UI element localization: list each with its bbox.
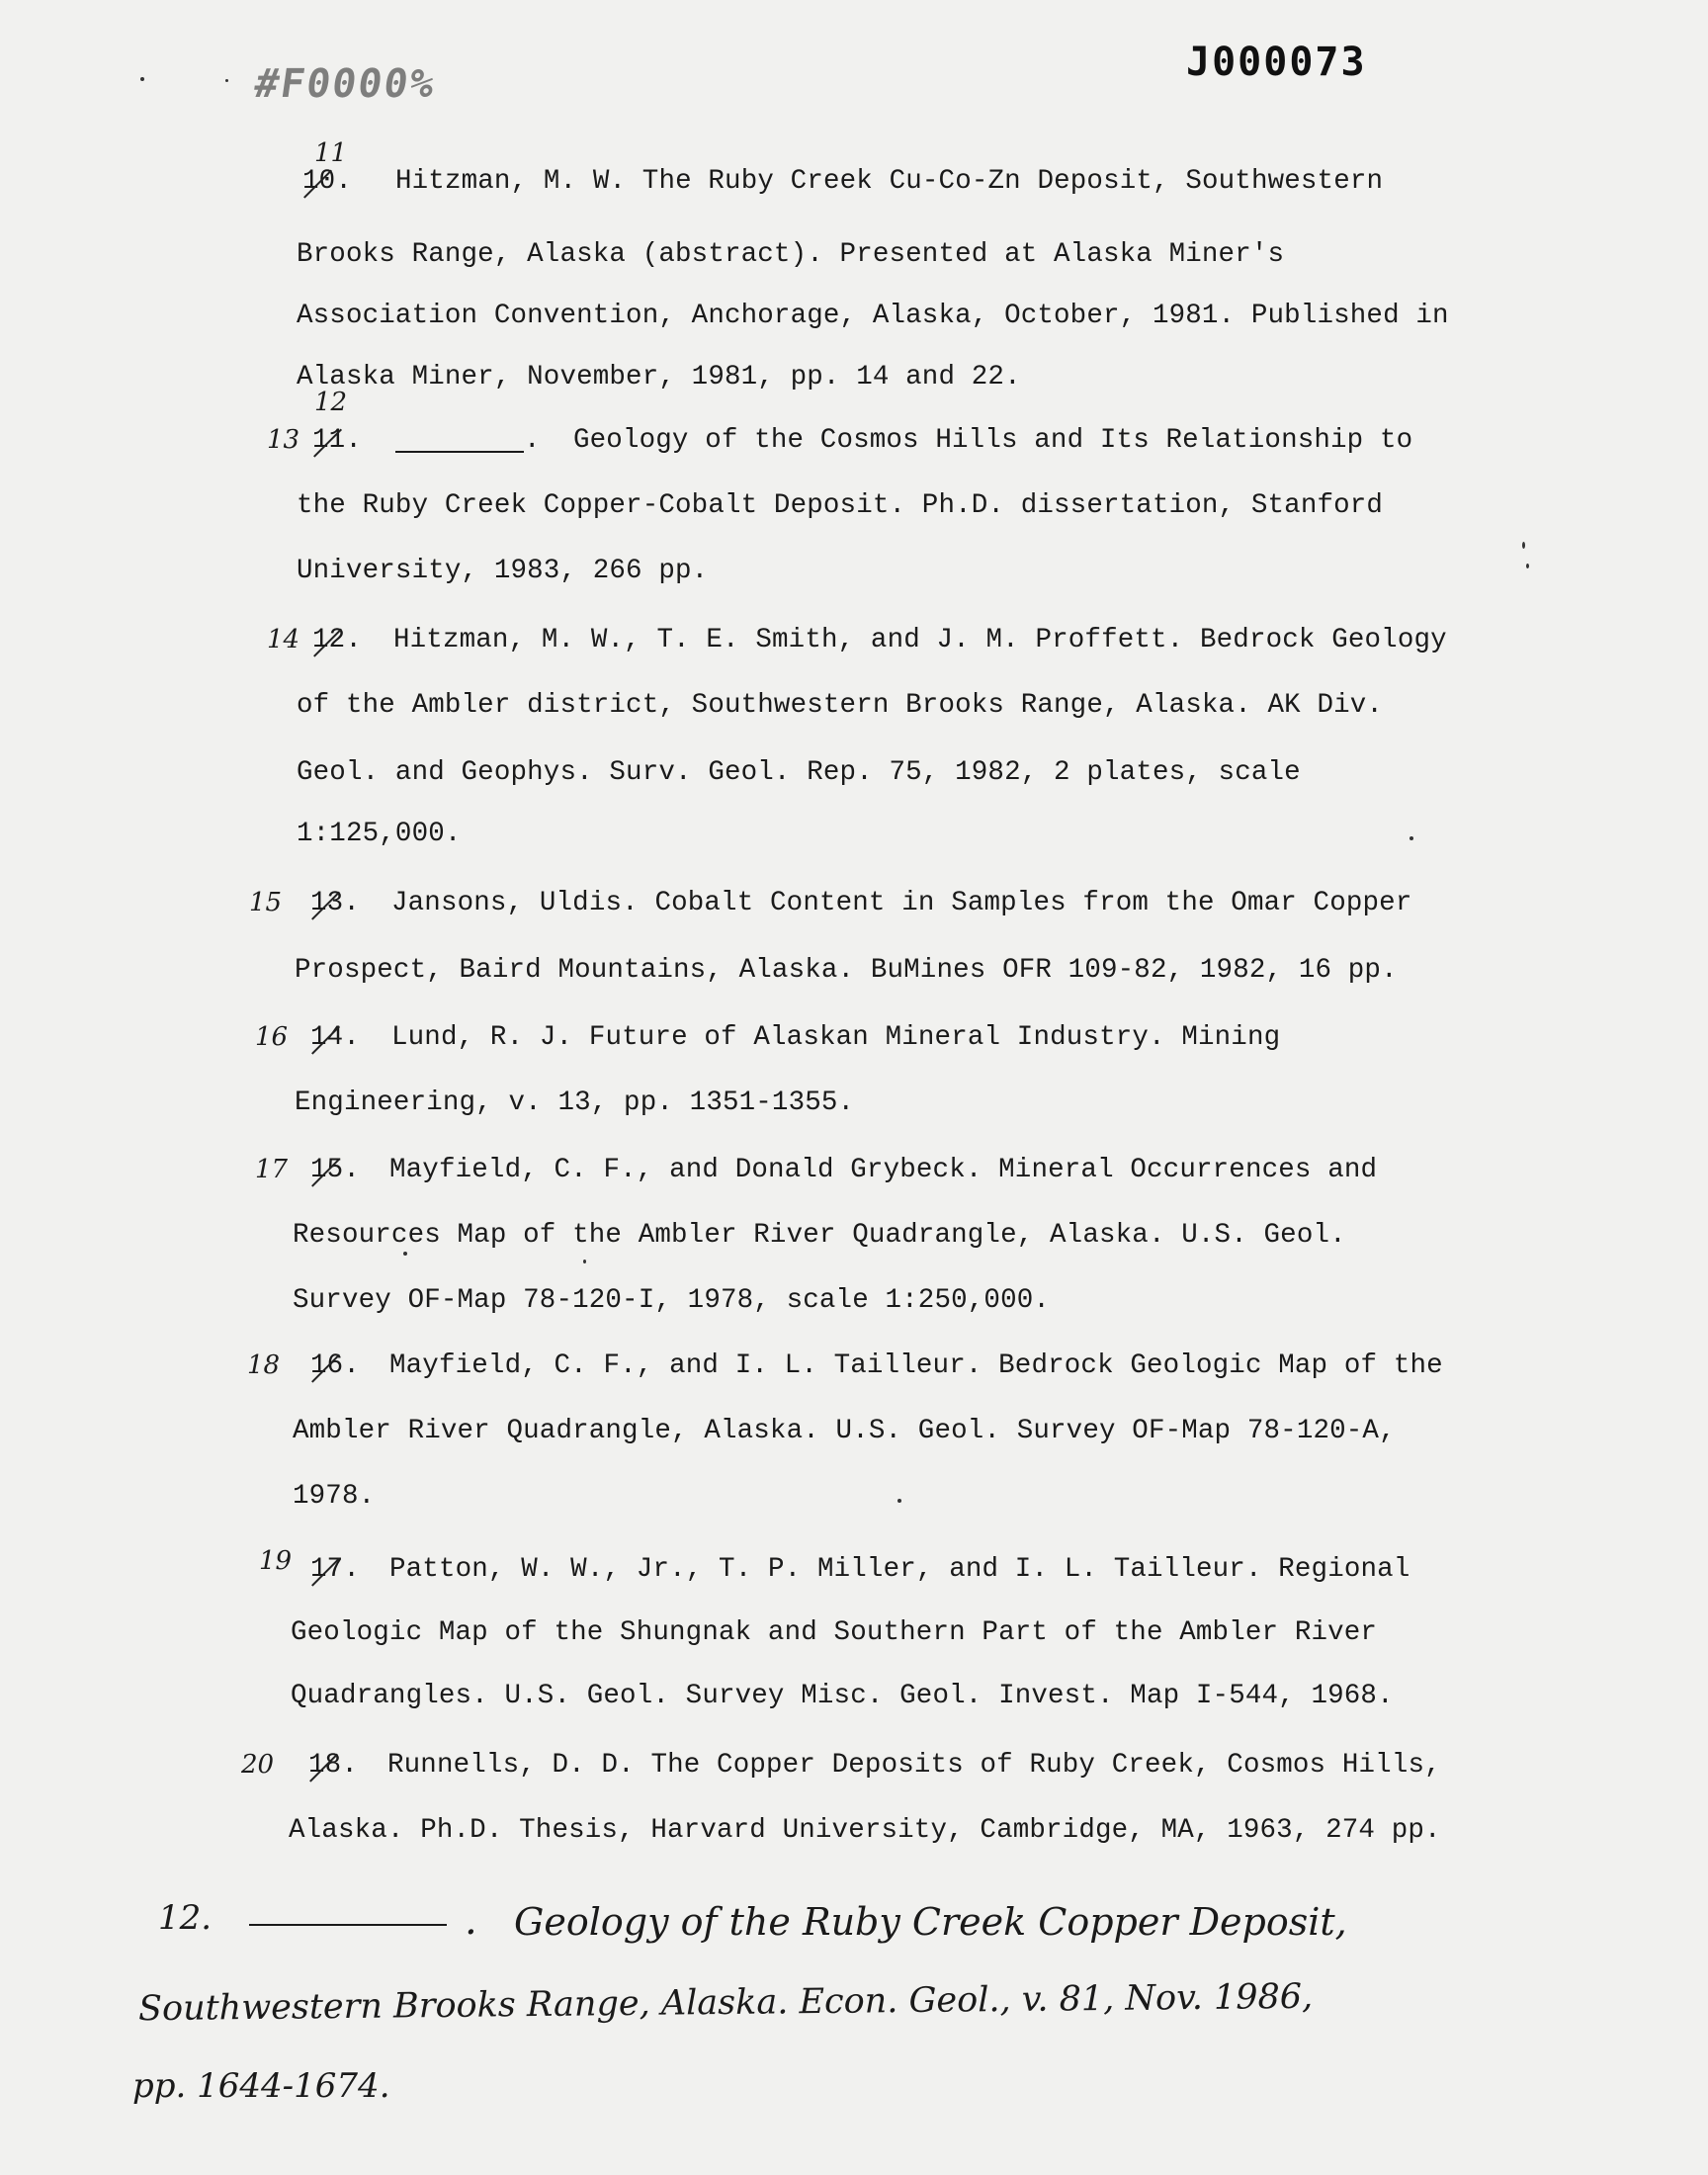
note-author-blank	[249, 1906, 447, 1926]
new-number: 15	[249, 888, 283, 917]
ref-line: Mayfield, C. F., and I. L. Tailleur. Bedrock Geologic Map of the	[389, 1350, 1443, 1381]
new-number: 17	[255, 1155, 289, 1184]
old-number: 15.	[310, 1155, 360, 1185]
stamp-right: J000073	[1186, 40, 1367, 85]
ref-line: Patton, W. W., Jr., T. P. Miller, and I. L. Tailleur. Regional	[389, 1554, 1410, 1585]
ref-line: Hitzman, M. W., T. E. Smith, and J. M. Proffett. Bedrock Geology	[393, 625, 1447, 655]
note-line: pp. 1644-1674.	[132, 2066, 390, 2106]
document-page: #F0000% J000073 11 10. Hitzman, M. W. The Ruby Creek Cu-Co-Zn Deposit, Southwestern Brooks Range, Alaska (abstract). Presented at Alaska Miner's Association Convention, Anchorage, Alaska, October, 1981. Published in Alaska Miner, November, 1981, pp. 14 and 22. 12 13 11. . Geology of the Cosmos Hills and Its Relationship to the Ruby Creek Copper-Cobalt Deposit. Ph.D. dissertation, Stanford University, 1983, 266 pp. 14 12. Hitzman, M. W., T. E. Smith, and J. M. Proffett. Bedrock Geology of the Ambler district, Southwestern Brooks Range, Alaska. AK Div. Geol. and Geophys. Surv. Geol. Rep. 75, 1982, 2 plates, scale 1:125,000. 15 13. Jansons, Uldis. Cobalt Content in Samples from the Omar Copper Prospect, Baird Mountains, Alaska. BuMines OFR 109-82, 1982, 16 pp. 16 14. Lund, R. J. Future of Alaskan Mineral Industry. Mining Engineering, v. 13, pp. 1351-1355. 17 15. Mayfield, C. F., and Donald Grybeck. Mineral Occurrences and Resources Map of the Ambler River Quadrangle, Alaska. U.S. Geol. Survey OF-Map 78-120-I, 1978, scale 1:250,000. 18 16. Mayfield, C. F., and I. L. Tailleur. Bedrock Geologic Map of the Ambler River Quadrangle, Alaska. U.S. Geol. Survey OF-Map 78-120-A, 1978. 19 17. Patton, W. W., Jr., T. P. Miller, and I. L. Tailleur. Regional Geologic Map of the Shungnak and Southern Part of the Ambler River Quadrangles. U.S. Geol. Survey Misc. Geol. Invest. Map I-544, 1968. 20 18. Runnells, D. D. The Copper Deposits of Ruby Creek, Cosmos Hills, Alaska. Ph.D. Thesis, Harvard University, Cambridge, MA, 1963, 274 pp. 12. . Geology of the Ruby Creek Copper Deposit, Southwestern Brooks Range, Alaska. Econ. Geol., v. 81, Nov. 1986, pp. 1644-1674.	[0, 0, 1708, 2175]
ref-line: Geology of the Cosmos Hills and Its Relationship to	[573, 425, 1413, 456]
ref-line: Ambler River Quadrangle, Alaska. U.S. Geol. Survey OF-Map 78-120-A,	[293, 1416, 1396, 1446]
ref-line: 1:125,000.	[297, 819, 462, 849]
scan-speck	[225, 79, 228, 82]
ref-line: Brooks Range, Alaska (abstract). Presented at Alaska Miner's	[297, 239, 1285, 270]
old-number: 16.	[310, 1350, 360, 1381]
ref-line: 1978.	[293, 1481, 376, 1512]
over-number: 12	[314, 388, 348, 417]
new-number: 11	[314, 138, 348, 168]
ref-line: Alaska. Ph.D. Thesis, Harvard University, Cambridge, MA, 1963, 274 pp.	[289, 1815, 1441, 1846]
scan-speck	[1526, 564, 1529, 568]
note-number: 12.	[158, 1898, 213, 1938]
ref-line: Association Convention, Anchorage, Alaska, October, 1981. Published in	[297, 301, 1449, 331]
old-number: 11.	[312, 425, 362, 456]
new-number: 16	[255, 1022, 289, 1052]
new-number: 14	[267, 625, 300, 654]
note-line: Geology of the Ruby Creek Copper Deposit,	[514, 1900, 1347, 1944]
old-number: 18.	[308, 1750, 358, 1781]
new-number: 13	[267, 425, 300, 455]
scan-speck	[897, 1499, 901, 1503]
stamp-left: #F0000%	[251, 61, 439, 107]
ref-line: the Ruby Creek Copper-Cobalt Deposit. Ph.D. dissertation, Stanford	[297, 490, 1384, 521]
ref-line: Jansons, Uldis. Cobalt Content in Samples from the Omar Copper	[391, 888, 1412, 918]
old-number: 14.	[310, 1022, 360, 1053]
ref-line: Prospect, Baird Mountains, Alaska. BuMines OFR 109-82, 1982, 16 pp.	[295, 955, 1398, 986]
ref-line: Runnells, D. D. The Copper Deposits of Ruby Creek, Cosmos Hills,	[387, 1750, 1441, 1781]
ref-line: University, 1983, 266 pp.	[297, 556, 709, 586]
author-blank	[395, 431, 524, 453]
ref-line: Survey OF-Map 78-120-I, 1978, scale 1:250,000.	[293, 1285, 1051, 1316]
ref-line: Lund, R. J. Future of Alaskan Mineral Industry. Mining	[391, 1022, 1281, 1053]
note-line: Southwestern Brooks Range, Alaska. Econ. Geol., v. 81, Nov. 1986,	[137, 1976, 1314, 2030]
ref-line: of the Ambler district, Southwestern Brooks Range, Alaska. AK Div.	[297, 690, 1384, 721]
ref-line: Resources Map of the Ambler River Quadrangle, Alaska. U.S. Geol.	[293, 1220, 1346, 1251]
ref-line: Geol. and Geophys. Surv. Geol. Rep. 75, 1982, 2 plates, scale	[297, 757, 1301, 788]
old-number: 17.	[310, 1554, 360, 1585]
ref-line: Engineering, v. 13, pp. 1351-1355.	[295, 1088, 855, 1118]
old-number: 13.	[310, 888, 360, 918]
ref-line: Quadrangles. U.S. Geol. Survey Misc. Geol. Invest. Map I-544, 1968.	[291, 1681, 1394, 1711]
ref-line: Mayfield, C. F., and Donald Grybeck. Mineral Occurrences and	[389, 1155, 1378, 1185]
ref-line: Alaska Miner, November, 1981, pp. 14 and 22.	[297, 362, 1021, 392]
scan-speck	[583, 1260, 586, 1263]
ref-line: Hitzman, M. W. The Ruby Creek Cu-Co-Zn Deposit, Southwestern	[395, 166, 1384, 197]
new-number: 18	[247, 1350, 281, 1380]
scan-speck	[1409, 836, 1413, 840]
scan-speck	[1522, 542, 1525, 549]
new-number: 19	[259, 1546, 293, 1576]
ref-line: Geologic Map of the Shungnak and Southern Part of the Ambler River	[291, 1617, 1378, 1648]
new-number: 20	[241, 1750, 275, 1780]
scan-speck	[140, 77, 144, 81]
scan-speck	[403, 1252, 407, 1256]
old-number: 12.	[312, 625, 362, 655]
old-number: 10.	[302, 166, 352, 197]
